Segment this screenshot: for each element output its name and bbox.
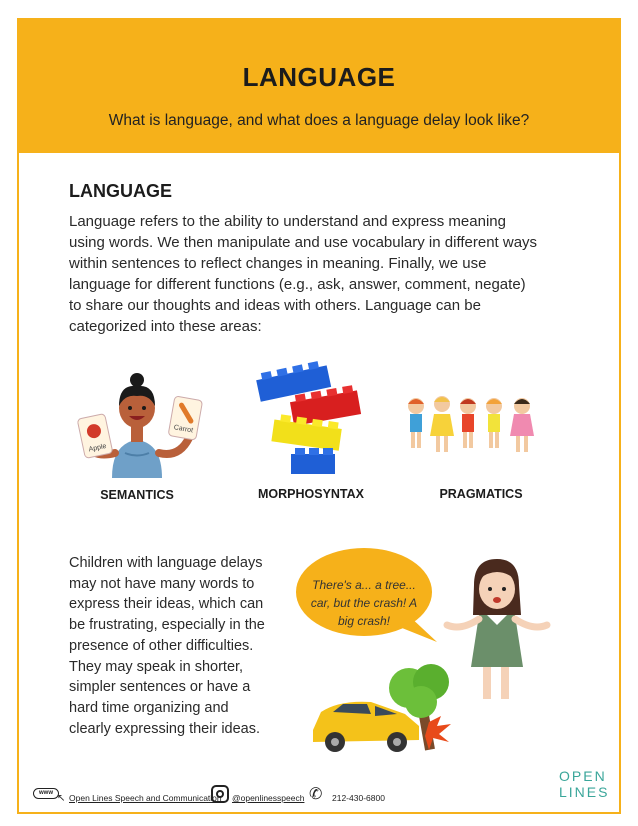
footer — [19, 780, 619, 810]
speech-bubble-text: There's a... a tree... car, but the crash! A big crash! — [310, 578, 418, 628]
semantics-illustration — [67, 358, 207, 478]
page-subtitle: What is language, and what does a language delay look like? — [108, 112, 530, 129]
phone-number[interactable]: 212-430-6800 — [332, 793, 385, 803]
logo-line-2: LINES — [559, 784, 610, 800]
car-crash-illustration — [309, 660, 469, 755]
website-icon: www — [33, 788, 59, 799]
phone-icon: ✆ — [309, 786, 323, 803]
label-semantics: SEMANTICS — [100, 488, 174, 502]
header-banner — [19, 20, 619, 153]
label-pragmatics: PRAGMATICS — [439, 487, 523, 501]
section-title: LANGUAGE — [69, 181, 172, 201]
label-morphosyntax: MORPHOSYNTAX — [257, 487, 365, 501]
delay-paragraph: Children with language delays may not have many words to express their ideas, which can be frustrating, especially in the presence of other difficulties. They may speak in shorter, simpler sentences or have a hard time organizing and clearly expressing their ideas. — [69, 555, 265, 737]
website-link[interactable]: Open Lines Speech and Communication — [69, 793, 222, 803]
intro-paragraph: Language refers to the ability to understand and express meaning using words. We then manipulate and use vocabulary in different ways within sentences to reflect changes in meaning. Finally, we use language for different functions (e.g., ask, answer, comment, negate) to share our thoughts and ideas with others. Language can be categorized into these areas: — [69, 213, 538, 335]
page-frame — [17, 18, 621, 814]
card-carrot-label: Carrot — [173, 424, 194, 435]
open-lines-logo — [559, 768, 609, 800]
instagram-icon — [211, 785, 229, 803]
instagram-link[interactable]: @openlinesspeech — [232, 793, 305, 803]
cursor-icon: ↖ — [57, 793, 66, 804]
page-title: LANGUAGE — [242, 62, 396, 92]
card-apple-label: Apple — [88, 442, 108, 454]
logo-line-1: OPEN — [559, 768, 607, 784]
morphosyntax-illustration — [251, 350, 371, 475]
pragmatics-illustration — [404, 392, 539, 464]
